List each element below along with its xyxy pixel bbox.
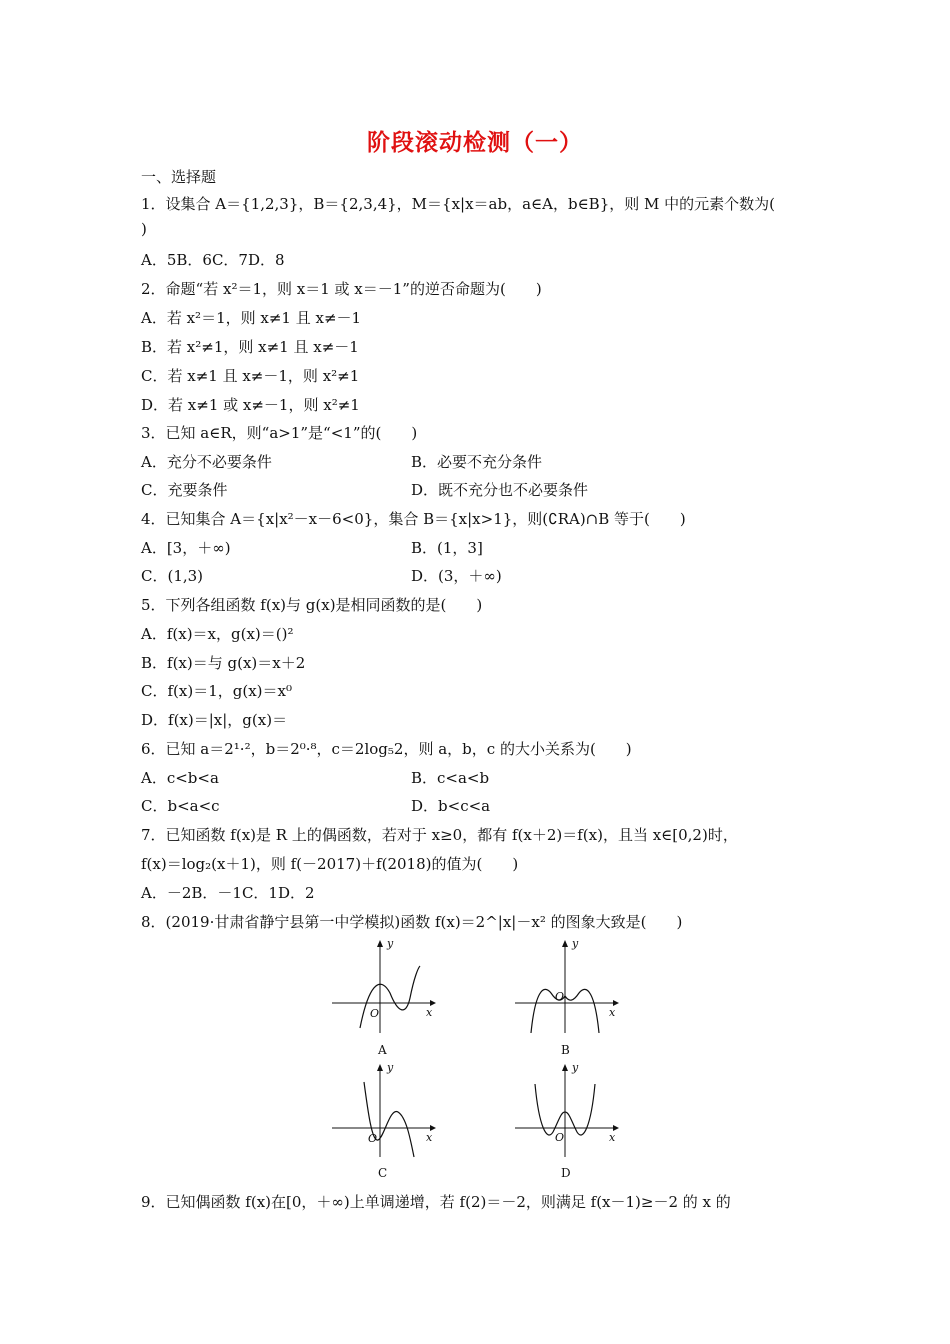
question-6-option-c: C．b<a<c [141,797,220,815]
page-title: 阶段滚动检测（一） [367,130,583,156]
question-5-option-a: A．f(x)＝x，g(x)＝()² [141,625,294,643]
question-4-option-b: B．(1，3] [411,539,483,557]
graph-b-x-label: x [609,1006,616,1019]
question-7: 7．已知函数 f(x)是 R 上的偶函数，若对于 x≥0，都有 f(x＋2)＝f(x)，且当 x∈[0,2)时， [141,826,738,844]
graph-a-y-label: y [387,937,394,950]
question-3-option-d: D．既不充分也不必要条件 [411,481,589,499]
question-5-option-c: C．f(x)＝1，g(x)＝x⁰ [141,682,292,700]
graph-c-caption: C [378,1166,388,1180]
question-1-close: ) [141,220,147,238]
question-4-option-d: D．(3，＋∞) [411,567,502,585]
question-6-option-b: B．c<a<b [411,769,490,787]
graph-d-y-label: y [572,1061,579,1074]
graph-b [513,938,623,1038]
question-6-option-d: D．b<c<a [411,797,491,815]
graph-c-origin-label: O [368,1132,378,1145]
question-2-option-c: C．若 x≠1 且 x≠－1，则 x²≠1 [141,367,360,385]
graph-a-x-label: x [426,1006,433,1019]
graph-a-caption: A [378,1043,387,1057]
question-2-option-b: B．若 x²≠1，则 x≠1 且 x≠－1 [141,338,359,356]
graph-c-y-label: y [387,1061,394,1074]
question-5-option-d: D．f(x)＝|x|，g(x)＝ [141,711,288,729]
graph-a [330,938,440,1038]
question-4-option-c: C．(1,3) [141,567,204,585]
graph-d-caption: D [561,1166,571,1180]
section-heading: 一、选择题 [141,168,217,186]
question-2-option-a: A．若 x²＝1，则 x≠1 且 x≠－1 [141,309,362,327]
graph-c [330,1062,440,1162]
graph-d-x-label: x [609,1131,616,1144]
question-1: 1．设集合 A＝{1,2,3}，B＝{2,3,4}，M＝{x|x＝ab，a∈A，b∈B}，则 M 中的元素个数为( [141,195,775,213]
graph-b-origin-label: O [555,990,565,1003]
question-2: 2．命题“若 x²＝1，则 x＝1 或 x＝－1”的逆否命题为( ) [141,280,542,298]
question-3-option-b: B．必要不充分条件 [411,453,543,471]
question-3: 3．已知 a∈R，则“a>1”是“<1”的( ) [141,424,418,442]
question-7-line-2: f(x)＝log₂(x＋1)，则 f(－2017)＋f(2018)的值为( ) [141,855,519,873]
question-3-option-c: C．充要条件 [141,481,228,499]
graph-d-origin-label: O [555,1131,565,1144]
question-7-options: A．－2B．－1C．1D．2 [141,884,315,902]
question-5-option-b: B．f(x)＝与 g(x)＝x＋2 [141,654,306,672]
graph-c-x-label: x [426,1131,433,1144]
question-4-option-a: A．[3，＋∞) [141,539,231,557]
graph-a-origin-label: O [370,1007,380,1020]
question-8: 8．(2019·甘肃省静宁县第一中学模拟)函数 f(x)＝2^|x|－x² 的图象大致是( ) [141,913,683,931]
question-3-option-a: A．充分不必要条件 [141,453,272,471]
question-1-options: A．5B．6C．7D．8 [141,251,285,269]
question-6: 6．已知 a＝2¹·²，b＝2⁰·⁸，c＝2log₅2，则 a，b，c 的大小关系为( ) [141,740,632,758]
question-4: 4．已知集合 A＝{x|x²－x－6<0}，集合 B＝{x|x>1}，则(∁RA)∩B 等于( ) [141,510,686,528]
graph-b-caption: B [561,1043,570,1057]
question-5: 5．下列各组函数 f(x)与 g(x)是相同函数的是( ) [141,596,483,614]
graph-d [513,1062,623,1162]
graph-b-y-label: y [572,937,579,950]
question-9: 9．已知偶函数 f(x)在[0，＋∞)上单调递增，若 f(2)＝－2，则满足 f(x－1)≥－2 的 x 的 [141,1193,731,1211]
question-6-option-a: A．c<b<a [141,769,219,787]
question-2-option-d: D．若 x≠1 或 x≠－1，则 x²≠1 [141,396,360,414]
